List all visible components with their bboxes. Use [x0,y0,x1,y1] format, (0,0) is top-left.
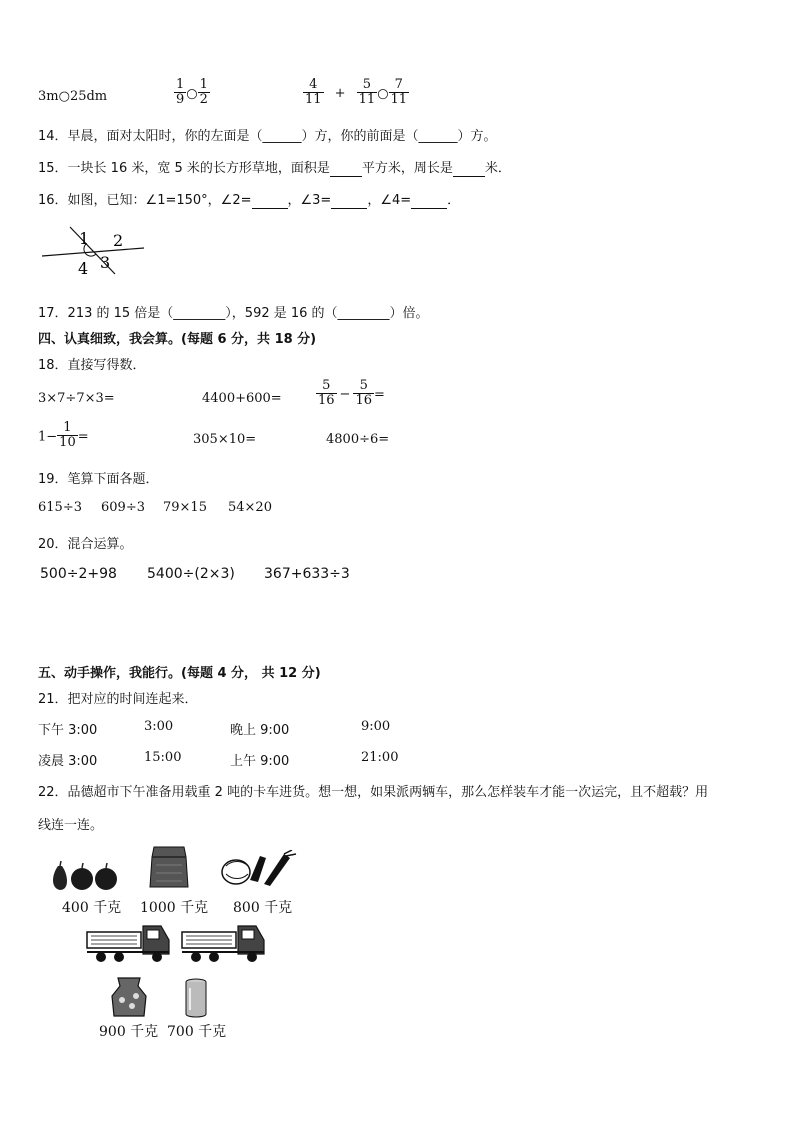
calc-item: 4400+600= [202,391,282,406]
angle-label-1: 1 [79,229,90,248]
compare-item-3: $\frac{4}{11}$ + $\frac{5}{11}$ ○ $\frac{7}{11}$ [305,77,408,108]
written-calc-item: 79×15 [163,500,207,515]
section-4-heading: 四、认真细致，我会算。(每题 6 分，共 18 分) [38,332,317,347]
angle-figure [40,222,150,282]
vegetables-icon [220,850,302,890]
written-calc-item: 615÷3 [38,500,82,515]
answer-blank[interactable] [331,193,367,209]
question-21: 21．把对应的时间连起来． [38,692,198,707]
written-calc-item: 54×20 [228,500,272,515]
angle-label-2: 2 [113,231,124,250]
calc-item: $\frac{5}{16}$ − $\frac{5}{16}$ = [318,378,385,409]
time-item[interactable]: 晚上 9:00 [230,723,290,738]
time-item[interactable]: 上午 9:00 [230,754,290,769]
mixed-calc-item: 5400÷(2×3) [147,566,235,582]
goods-label: 700 千克 [167,1024,227,1040]
goods-label: 1000 千克 [140,900,209,916]
compare-item-1: 3m○25dm [38,89,108,104]
calc-item: 3×7÷7×3= [38,391,115,406]
time-item[interactable]: 凌晨 3:00 [38,754,98,769]
question-22-line1: 22．品德超市下午准备用载重 2 吨的卡车进货。想一想，如果派两辆车，那么怎样装车才能一次运完，且不超载？用 [38,785,709,800]
question-18: 18．直接写得数． [38,358,146,373]
mixed-calc-item: 500÷2+98 [40,566,117,582]
goods-label: 800 千克 [233,900,293,916]
time-item[interactable]: 下午 3:00 [38,723,98,738]
truck-icon[interactable] [180,922,270,964]
goods-label: 400 千克 [62,900,122,916]
question-16: 16．如图，已知：∠1=150°，∠2= ，∠3= ，∠4= ． [38,193,461,208]
question-20: 20．混合运算。 [38,537,133,552]
goods-label: 900 千克 [99,1024,159,1040]
question-15: 15．一块长 16 米，宽 5 米的长方形草地，面积是 平方米，周长是 米． [38,161,511,176]
fruit-icon [48,860,120,892]
answer-blank[interactable] [411,193,447,209]
angle-label-4: 4 [78,259,89,278]
calc-item: 4800÷6= [326,432,390,447]
question-19: 19．笔算下面各题． [38,472,159,487]
angle-label-3: 3 [100,253,111,272]
bag-icon [108,976,150,1018]
written-calc-item: 609÷3 [101,500,145,515]
question-14: 14．早晨，面对太阳时，你的左面是（______）方，你的前面是（______）方。 [38,129,497,144]
section-5-heading: 五、动手操作，我能行。(每题 4 分， 共 12 分) [38,666,321,681]
mixed-calc-item: 367+633÷3 [264,566,350,582]
answer-blank[interactable] [252,193,288,209]
can-icon [184,978,208,1018]
calc-item: 1− $\frac{1}{10}$ = [38,420,89,451]
question-17: 17．213 的 15 倍是（________），592 是 16 的（________）倍。 [38,306,429,321]
time-item[interactable]: 21:00 [361,750,399,765]
time-item[interactable]: 9:00 [361,719,391,734]
compare-item-2: $\frac{1}{9}$ ○ $\frac{1}{2}$ [176,77,208,108]
time-item[interactable]: 15:00 [144,750,182,765]
answer-blank[interactable] [453,161,485,177]
time-item[interactable]: 3:00 [144,719,174,734]
question-22-line2: 线连一连。 [38,818,104,833]
calc-item: 305×10= [193,432,257,447]
truck-icon[interactable] [85,922,175,964]
sack-icon [148,843,190,891]
answer-blank[interactable] [330,161,362,177]
